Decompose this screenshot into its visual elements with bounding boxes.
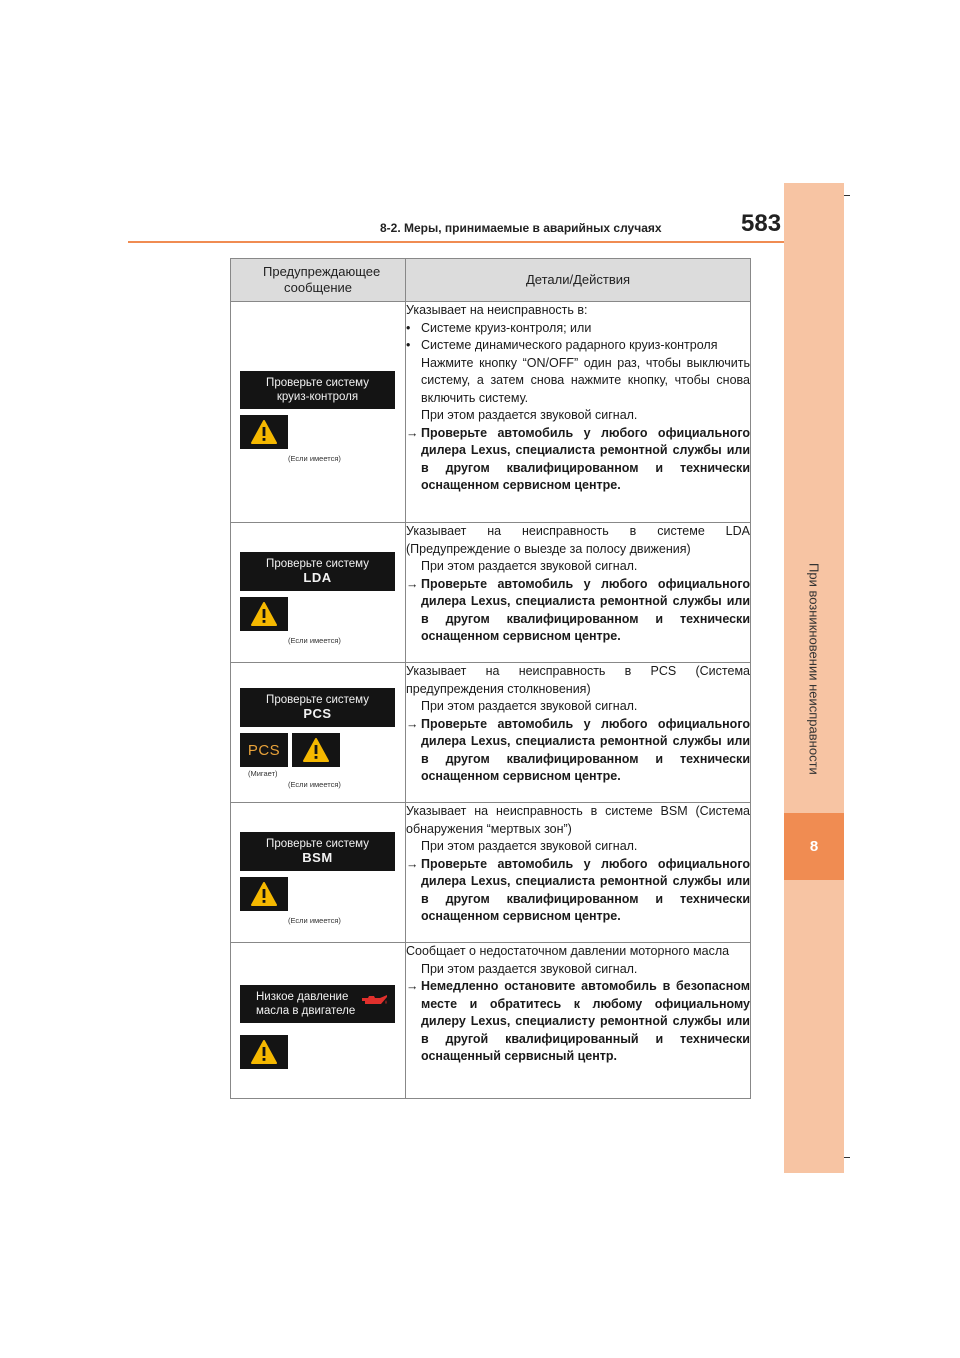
action-text: Проверьте автомобиль у любого официального дилера Lexus, специалиста ремонтной службы или в другом квалифицированном и технически оснащенном сервисном центре. xyxy=(421,856,750,923)
display-message-panel xyxy=(240,552,395,591)
if-equipped-note: (Если имеется) xyxy=(288,636,341,645)
arrow-icon: → xyxy=(406,979,419,993)
table-row xyxy=(231,302,751,523)
buzzer-note: При этом раздается звуковой сигнал. xyxy=(421,699,638,713)
message-image-cell xyxy=(231,943,406,1099)
action-text: Проверьте автомобиль у любого официального дилера Lexus, специалиста ремонтной службы или в другом квалифицированном и технически оснащенном сервисном центре. xyxy=(421,716,750,783)
description-text: Указывает на неисправность в: xyxy=(406,303,588,317)
column-header-message xyxy=(231,259,406,302)
details-cell xyxy=(406,803,751,943)
action-item xyxy=(406,576,750,646)
description-text: Указывает на неисправность в системе BSM (Система обнаружения “мертвых зон”) xyxy=(406,804,750,836)
list-item: • Системе круиз-контроля; или xyxy=(406,320,750,338)
list-item-text: Системе динамического радарного круиз-контроля xyxy=(421,338,718,352)
section-title: 8-2. Меры, принимаемые в аварийных случаях xyxy=(380,221,662,235)
message-line: BSM xyxy=(302,850,333,865)
warning-triangle-icon xyxy=(251,1040,277,1064)
arrow-icon: → xyxy=(406,425,419,440)
warning-triangle-icon xyxy=(251,882,277,906)
master-warning-tile xyxy=(240,415,288,449)
action-item xyxy=(406,856,750,926)
warning-triangle-icon xyxy=(251,602,277,626)
master-warning-tile xyxy=(240,1035,288,1069)
flashing-note: (Мигает) xyxy=(248,769,278,778)
table-row xyxy=(231,803,751,943)
message-line: Проверьте систему xyxy=(266,838,369,850)
arrow-icon: → xyxy=(406,856,419,871)
message-image-cell xyxy=(231,663,406,803)
buzzer-note: При этом раздается звуковой сигнал. xyxy=(421,839,638,853)
header-rule xyxy=(128,241,784,243)
master-warning-tile xyxy=(292,733,340,767)
warning-messages-table xyxy=(230,258,751,1099)
action-item xyxy=(406,716,750,786)
chapter-number: 8 xyxy=(784,813,844,880)
action-text: Проверьте автомобиль у любого официального дилера Lexus, специалиста ремонтной службы или в другом квалифицированном и технически оснащенном сервисном центре. xyxy=(421,576,750,643)
buzzer-note: При этом раздается звуковой сигнал. xyxy=(421,408,638,422)
column-header-label: Предупреждающее сообщение xyxy=(263,263,381,295)
description-text: Сообщает о недостаточном давлении моторного масла xyxy=(406,944,730,958)
message-line: PCS xyxy=(303,706,332,721)
message-line: круиз-контроля xyxy=(276,391,359,403)
message-image-cell xyxy=(231,302,406,523)
display-message-panel xyxy=(240,985,395,1023)
action-item xyxy=(406,425,750,495)
display-message-panel xyxy=(240,688,395,727)
list-item-text: Системе круиз-контроля; или xyxy=(421,320,592,335)
message-line: масла в двигателе xyxy=(256,1005,356,1017)
table-header-row xyxy=(231,259,751,302)
table-row xyxy=(231,663,751,803)
column-header-details: Детали/Действия xyxy=(406,259,751,302)
warning-triangle-icon xyxy=(251,420,277,444)
details-cell xyxy=(406,943,751,1099)
action-item xyxy=(406,978,750,1066)
warning-triangle-icon xyxy=(303,738,329,762)
chapter-title: При возникновении неисправности xyxy=(806,563,822,775)
oil-can-icon xyxy=(359,993,389,1009)
pcs-warning-light: PCS xyxy=(240,733,288,767)
description-text: Указывает на неисправность в системе LDA (Предупреждение о выезде за полосу движения) xyxy=(406,524,750,556)
message-line: LDA xyxy=(303,570,332,585)
arrow-icon: → xyxy=(406,576,419,591)
if-equipped-note: (Если имеется) xyxy=(288,916,341,925)
if-equipped-note: (Если имеется) xyxy=(288,780,341,789)
master-warning-tile xyxy=(240,597,288,631)
chapter-side-tab xyxy=(784,183,844,1173)
details-cell xyxy=(406,523,751,663)
message-image-cell xyxy=(231,523,406,663)
message-line: Проверьте систему xyxy=(266,694,369,706)
instruction-text: Нажмите кнопку “ON/OFF” один раз, чтобы выключить систему, а затем снова нажмите кнопку, чтобы снова включить систему. xyxy=(421,355,750,405)
master-warning-tile xyxy=(240,877,288,911)
if-equipped-note: (Если имеется) xyxy=(288,454,341,463)
message-line: Низкое давление xyxy=(256,991,349,1003)
list-item: • Системе динамического радарного круиз-контроля xyxy=(406,337,750,355)
action-text: Немедленно остановите автомобиль в безопасном месте и обратитесь к любому официальному дилеру Lexus, специалисту ремонтной службы или в другой квалифицированный и технически оснащенный сервисный центр. xyxy=(421,979,750,1063)
message-line: Проверьте систему xyxy=(266,558,369,570)
description-text: Указывает на неисправность в PCS (Система предупреждения столкновения) xyxy=(406,664,750,696)
buzzer-note: При этом раздается звуковой сигнал. xyxy=(421,961,638,976)
buzzer-note: При этом раздается звуковой сигнал. xyxy=(421,559,638,573)
action-text: Проверьте автомобиль у любого официального дилера Lexus, специалиста ремонтной службы или в другом квалифицированном и технически оснащенном сервисном центре. xyxy=(421,425,750,492)
details-cell xyxy=(406,663,751,803)
arrow-icon: → xyxy=(406,716,419,731)
page-number: 583 xyxy=(741,210,782,237)
message-image-cell xyxy=(231,803,406,943)
table-row xyxy=(231,523,751,663)
details-cell xyxy=(406,302,751,523)
display-message-panel xyxy=(240,832,395,871)
message-line: Проверьте систему xyxy=(266,377,369,389)
display-message-panel xyxy=(240,371,395,409)
table-row xyxy=(231,943,751,1099)
